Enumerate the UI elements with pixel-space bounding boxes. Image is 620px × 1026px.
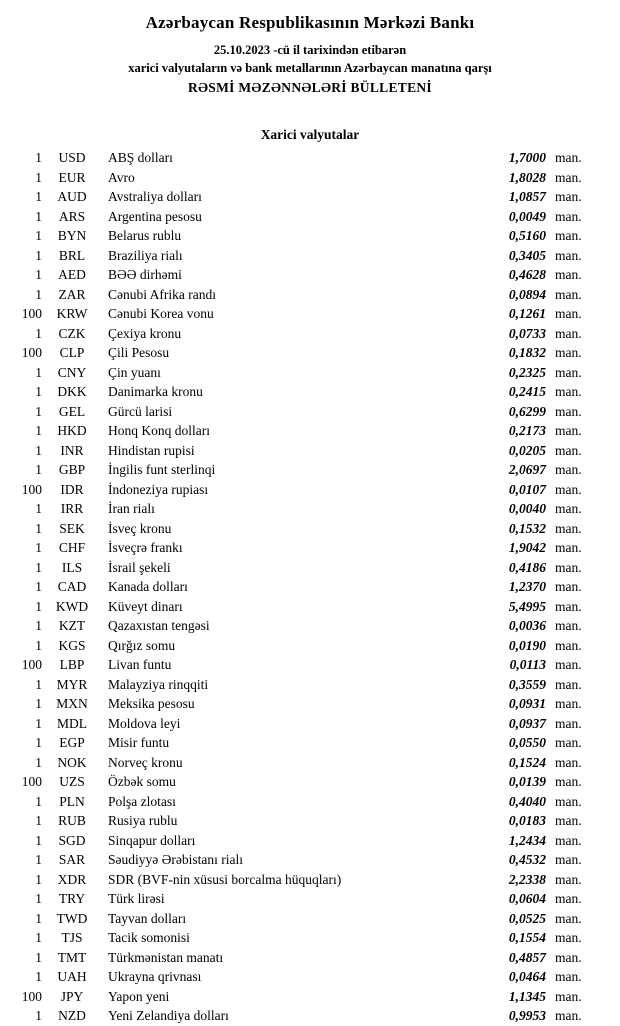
rate-quantity: 1 (35, 910, 42, 926)
currency-name: Hindistan rupisi (108, 442, 195, 458)
rate-value: 2,0697 (508, 462, 546, 477)
rate-quantity: 1 (35, 598, 42, 614)
rate-row (14, 733, 590, 753)
currency-name: SDR (BVF-nin xüsusi borcalma hüquqları) (108, 871, 342, 887)
rate-row (14, 538, 590, 558)
rate-value: 0,4857 (508, 949, 546, 965)
rate-row (14, 324, 590, 344)
rate-unit: man. (555, 618, 582, 633)
currency-name: Yeni Zelandiya dolları (108, 1008, 229, 1023)
rate-unit: man. (555, 832, 582, 848)
currency-name: Moldova leyi (108, 715, 181, 731)
rate-value: 0,2415 (508, 384, 546, 399)
currency-code: MDL (57, 715, 87, 731)
currency-code: KRW (56, 306, 88, 321)
rate-unit: man. (555, 228, 582, 243)
currency-name: Avstraliya dolları (108, 189, 202, 204)
rate-quantity: 1 (35, 930, 42, 945)
rate-unit: man. (555, 637, 582, 653)
currency-code: SEK (59, 520, 85, 536)
currency-code: USD (58, 150, 86, 165)
rate-row (14, 850, 590, 870)
currency-name: Yapon yeni (108, 988, 170, 1004)
currency-name: Braziliya rialı (108, 247, 183, 263)
rate-unit: man. (555, 1008, 582, 1023)
currency-code: CHF (58, 540, 86, 555)
rate-unit: man. (555, 949, 582, 965)
currency-code: NOK (57, 754, 87, 770)
currency-name: İngilis funt sterlinqi (108, 462, 216, 477)
rate-quantity: 1 (35, 208, 42, 224)
currency-code: TRY (58, 891, 86, 906)
rate-row (14, 811, 590, 831)
rate-unit: man. (555, 813, 582, 828)
rate-row (14, 987, 590, 1007)
currency-code: LBP (59, 657, 85, 672)
subtitle-line: xarici valyutaların və bank metallarının Azərbaycan manatına qarşı (128, 61, 492, 75)
rate-value: 0,0550 (508, 735, 546, 750)
rate-row (14, 928, 590, 948)
rate-row (14, 246, 590, 266)
rate-quantity: 100 (21, 306, 42, 321)
currency-code: SGD (58, 832, 86, 848)
currency-name: Meksika pesosu (108, 696, 195, 711)
currency-name: Çexiya kronu (108, 325, 182, 341)
currency-name: Qırğız somu (108, 637, 176, 653)
rate-value: 1,7000 (508, 150, 546, 165)
rate-row (14, 480, 590, 500)
rate-value: 0,0113 (509, 657, 546, 672)
rate-row (14, 187, 590, 207)
rate-quantity: 1 (35, 813, 42, 828)
currency-code: NZD (58, 1008, 86, 1023)
rate-quantity: 1 (35, 228, 42, 243)
rate-unit: man. (555, 579, 582, 594)
rate-row (14, 714, 590, 734)
rate-unit: man. (555, 325, 582, 341)
rate-unit: man. (555, 501, 582, 516)
rate-row (14, 675, 590, 695)
rate-unit: man. (555, 676, 582, 692)
currency-name: İndoneziya rupiası (108, 481, 209, 497)
currency-name: Argentina pesosu (108, 208, 202, 224)
rate-unit: man. (555, 442, 582, 458)
currency-name: Norveç kronu (108, 754, 183, 770)
currency-code: JPY (60, 988, 84, 1004)
currency-code: KGS (58, 637, 86, 653)
currency-code: KZT (58, 618, 86, 633)
currency-name: Türk lirəsi (108, 891, 165, 906)
currency-code: BRL (58, 247, 86, 263)
currency-code: GEL (58, 403, 86, 419)
currency-code: DKK (57, 384, 87, 399)
rate-quantity: 1 (35, 793, 42, 809)
currency-code: UAH (57, 969, 87, 984)
rate-row (14, 616, 590, 636)
rate-value: 0,1554 (508, 930, 546, 945)
rate-row (14, 226, 590, 246)
rate-row (14, 948, 590, 968)
currency-code: PLN (59, 793, 85, 809)
rate-value: 1,8028 (508, 169, 546, 185)
rate-unit: man. (555, 247, 582, 263)
rate-unit: man. (555, 306, 582, 321)
rate-row (14, 558, 590, 578)
rate-quantity: 1 (35, 969, 42, 984)
currency-code: AUD (57, 189, 87, 204)
rate-value: 0,1524 (508, 754, 546, 770)
currency-code: MXN (56, 696, 88, 711)
rate-quantity: 1 (35, 579, 42, 594)
rate-value: 0,4040 (508, 793, 546, 809)
currency-name: Danimarka kronu (108, 384, 203, 399)
rate-value: 0,0040 (508, 501, 546, 516)
currency-name: İsveçrə frankı (108, 540, 183, 555)
rate-quantity: 1 (35, 364, 42, 380)
rate-quantity: 1 (35, 1008, 42, 1023)
rate-quantity: 1 (35, 384, 42, 399)
rate-value: 1,9042 (508, 540, 546, 555)
rate-unit: man. (555, 735, 582, 750)
rate-value: 0,0183 (508, 813, 546, 828)
rate-value: 0,0190 (508, 637, 546, 653)
currency-code: TMT (57, 949, 87, 965)
rate-row (14, 636, 590, 656)
currency-code: ARS (58, 208, 86, 224)
rate-quantity: 1 (35, 949, 42, 965)
currency-name: BƏƏ dirhəmi (108, 267, 182, 282)
rate-unit: man. (555, 910, 582, 926)
rate-quantity: 1 (35, 832, 42, 848)
currency-code: BYN (57, 228, 87, 243)
rate-quantity: 1 (35, 871, 42, 887)
rate-value: 0,1261 (508, 306, 546, 321)
rate-value: 0,0604 (508, 891, 546, 906)
rate-unit: man. (555, 852, 582, 867)
rate-quantity: 1 (35, 501, 42, 516)
currency-code: XDR (57, 871, 87, 887)
currency-name: Sinqapur dolları (108, 832, 196, 848)
rate-row (14, 889, 590, 909)
rate-row (14, 597, 590, 617)
rate-unit: man. (555, 345, 582, 360)
rate-quantity: 1 (35, 286, 42, 302)
rate-value: 2,2338 (508, 871, 546, 887)
rate-value: 5,4995 (508, 598, 546, 614)
rate-row (14, 460, 590, 480)
rate-row (14, 343, 590, 363)
rate-row (14, 772, 590, 792)
rate-quantity: 1 (35, 442, 42, 458)
bulletin-header (0, 0, 620, 96)
rate-unit: man. (555, 189, 582, 204)
rate-quantity: 1 (35, 520, 42, 536)
rate-quantity: 1 (35, 852, 42, 867)
rate-unit: man. (555, 715, 582, 731)
rate-quantity: 1 (35, 325, 42, 341)
rate-unit: man. (555, 598, 582, 614)
rate-row (14, 304, 590, 324)
rate-unit: man. (555, 481, 582, 497)
currency-name: Ukrayna qrivnası (108, 969, 202, 984)
rate-value: 0,4628 (508, 267, 546, 282)
rate-unit: man. (555, 871, 582, 887)
rate-value: 0,0107 (508, 481, 546, 497)
rate-unit: man. (555, 286, 582, 302)
currency-name: Küveyt dinarı (108, 598, 183, 614)
currency-code: CLP (59, 345, 85, 360)
currency-code: INR (60, 442, 84, 458)
currency-code: EGP (59, 735, 85, 750)
currency-name: Livan funtu (108, 657, 172, 672)
rate-row (14, 694, 590, 714)
currency-code: ZAR (58, 286, 86, 302)
rate-value: 0,6299 (508, 403, 546, 419)
rate-quantity: 1 (35, 735, 42, 750)
rate-row (14, 577, 590, 597)
rate-value: 1,0857 (508, 189, 546, 204)
rate-quantity: 1 (35, 715, 42, 731)
rate-unit: man. (555, 423, 582, 438)
rate-quantity: 1 (35, 267, 42, 282)
rate-value: 1,2434 (508, 832, 546, 848)
rate-row (14, 148, 590, 168)
rate-quantity: 1 (35, 462, 42, 477)
rate-unit: man. (555, 520, 582, 536)
rate-row (14, 909, 590, 929)
currency-code: KWD (55, 598, 89, 614)
rate-quantity: 100 (21, 657, 42, 672)
rate-value: 0,4532 (508, 852, 546, 867)
rate-value: 0,9953 (508, 1008, 546, 1023)
rate-value: 0,0049 (508, 208, 546, 224)
rate-quantity: 1 (35, 150, 42, 165)
currency-name: Çili Pesosu (108, 345, 170, 360)
currency-name: Polşa zlotası (108, 793, 176, 809)
rate-row (14, 499, 590, 519)
currency-name: Cənubi Afrika randı (108, 286, 216, 302)
currency-name: Gürcü larisi (108, 403, 173, 419)
rate-quantity: 100 (21, 481, 42, 497)
rate-value: 0,0733 (508, 325, 546, 341)
rate-quantity: 100 (21, 774, 42, 789)
rate-unit: man. (555, 969, 582, 984)
rate-quantity: 1 (35, 618, 42, 633)
rate-quantity: 1 (35, 247, 42, 263)
currency-code: RUB (58, 813, 86, 828)
currency-name: Tacik somonisi (108, 930, 190, 945)
rate-row (14, 207, 590, 227)
currency-code: TWD (56, 910, 88, 926)
rate-value: 0,0464 (508, 969, 546, 984)
currency-name: Misir funtu (108, 735, 170, 750)
rate-row (14, 285, 590, 305)
currency-code: SAR (58, 852, 86, 867)
currency-code: HKD (57, 423, 87, 438)
rate-quantity: 100 (21, 345, 42, 360)
rate-value: 0,5160 (508, 228, 546, 243)
rate-row (14, 265, 590, 285)
currency-name: Rusiya rublu (108, 813, 178, 828)
rate-value: 0,4186 (508, 559, 546, 575)
currency-code: MYR (56, 676, 88, 692)
rate-unit: man. (555, 462, 582, 477)
currency-code: CAD (57, 579, 87, 594)
rate-value: 0,0525 (508, 910, 546, 926)
currency-name: Kanada dolları (108, 579, 188, 594)
rate-value: 1,2370 (508, 579, 546, 594)
rate-row (14, 402, 590, 422)
rate-value: 0,3405 (508, 247, 546, 263)
rate-value: 0,3559 (508, 676, 546, 692)
currency-name: Malayziya rinqqiti (108, 676, 209, 692)
rate-quantity: 100 (21, 988, 42, 1004)
rate-unit: man. (555, 540, 582, 555)
currency-name: Honq Konq dolları (108, 423, 210, 438)
rate-unit: man. (555, 169, 582, 185)
rate-value: 0,2173 (508, 423, 546, 438)
rate-unit: man. (555, 559, 582, 575)
currency-code: CZK (58, 325, 86, 341)
rate-value: 0,0894 (508, 286, 546, 302)
bank-title: Azərbaycan Respublikasının Mərkəzi Bankı (145, 13, 475, 32)
rate-quantity: 1 (35, 696, 42, 711)
currency-name: Belarus rublu (108, 228, 182, 243)
rate-row (14, 1006, 590, 1026)
currency-code: GBP (58, 462, 86, 477)
rate-unit: man. (555, 150, 582, 165)
currency-name: ABŞ dolları (108, 150, 173, 165)
rate-quantity: 1 (35, 169, 42, 185)
rate-quantity: 1 (35, 559, 42, 575)
rate-unit: man. (555, 891, 582, 906)
rate-value: 0,0937 (508, 715, 546, 731)
rate-quantity: 1 (35, 637, 42, 653)
rate-unit: man. (555, 988, 582, 1004)
rate-row (14, 519, 590, 539)
rate-unit: man. (555, 364, 582, 380)
rate-quantity: 1 (35, 891, 42, 906)
currency-code: IDR (60, 481, 84, 497)
currency-code: EUR (58, 169, 86, 185)
rate-quantity: 1 (35, 189, 42, 204)
rate-value: 0,1832 (508, 345, 546, 360)
rate-value: 0,0139 (508, 774, 546, 789)
rate-row (14, 870, 590, 890)
currency-code: ILS (61, 559, 83, 575)
currency-name: Səudiyyə Ərəbistanı rialı (108, 852, 243, 867)
rate-row (14, 792, 590, 812)
rate-value: 0,0205 (508, 442, 546, 458)
rate-row (14, 382, 590, 402)
rate-unit: man. (555, 793, 582, 809)
rate-value: 0,2325 (508, 364, 546, 380)
rate-quantity: 1 (35, 403, 42, 419)
rate-unit: man. (555, 657, 582, 672)
currency-code: AED (58, 267, 86, 282)
effective-date-line: 25.10.2023 -cü il tarixindən etibarən (213, 43, 407, 57)
rates-table (0, 148, 620, 1026)
rate-value: 1,1345 (508, 988, 546, 1004)
rate-row (14, 967, 590, 987)
currency-name: İsveç kronu (108, 520, 172, 536)
rate-unit: man. (555, 774, 582, 789)
rate-row (14, 441, 590, 461)
rate-row (14, 831, 590, 851)
rate-unit: man. (555, 267, 582, 282)
currency-name: Çin yuanı (108, 364, 161, 380)
rate-unit: man. (555, 403, 582, 419)
currency-name: Avro (108, 169, 135, 185)
currency-code: IRR (60, 501, 84, 516)
currency-name: Türkmənistan manatı (108, 949, 224, 965)
section-title-foreign-currencies: Xarici valyutalar (260, 127, 360, 142)
currency-code: TJS (61, 930, 83, 945)
currency-code: CNY (57, 364, 87, 380)
rate-quantity: 1 (35, 754, 42, 770)
rate-unit: man. (555, 754, 582, 770)
rate-quantity: 1 (35, 423, 42, 438)
currency-name: Özbək somu (108, 774, 176, 789)
currency-name: Cənubi Korea vonu (108, 306, 214, 321)
currency-name: Tayvan dolları (108, 910, 187, 926)
rate-value: 0,1532 (508, 520, 546, 536)
currency-code: UZS (59, 774, 85, 789)
currency-name: İran rialı (108, 501, 155, 516)
rate-value: 0,0036 (508, 618, 546, 633)
rate-row (14, 363, 590, 383)
rate-unit: man. (555, 696, 582, 711)
currency-name: Qazaxıstan tengəsi (108, 618, 210, 633)
rate-row (14, 655, 590, 675)
currency-name: İsrail şekeli (108, 559, 171, 575)
rate-unit: man. (555, 384, 582, 399)
rate-unit: man. (555, 208, 582, 224)
rate-quantity: 1 (35, 540, 42, 555)
rate-unit: man. (555, 930, 582, 945)
rate-value: 0,0931 (508, 696, 546, 711)
rate-row (14, 168, 590, 188)
rate-row (14, 753, 590, 773)
bulletin-title: RƏSMİ MƏZƏNNƏLƏRİ BÜLLETENİ (187, 80, 432, 95)
rate-row (14, 421, 590, 441)
rate-quantity: 1 (35, 676, 42, 692)
